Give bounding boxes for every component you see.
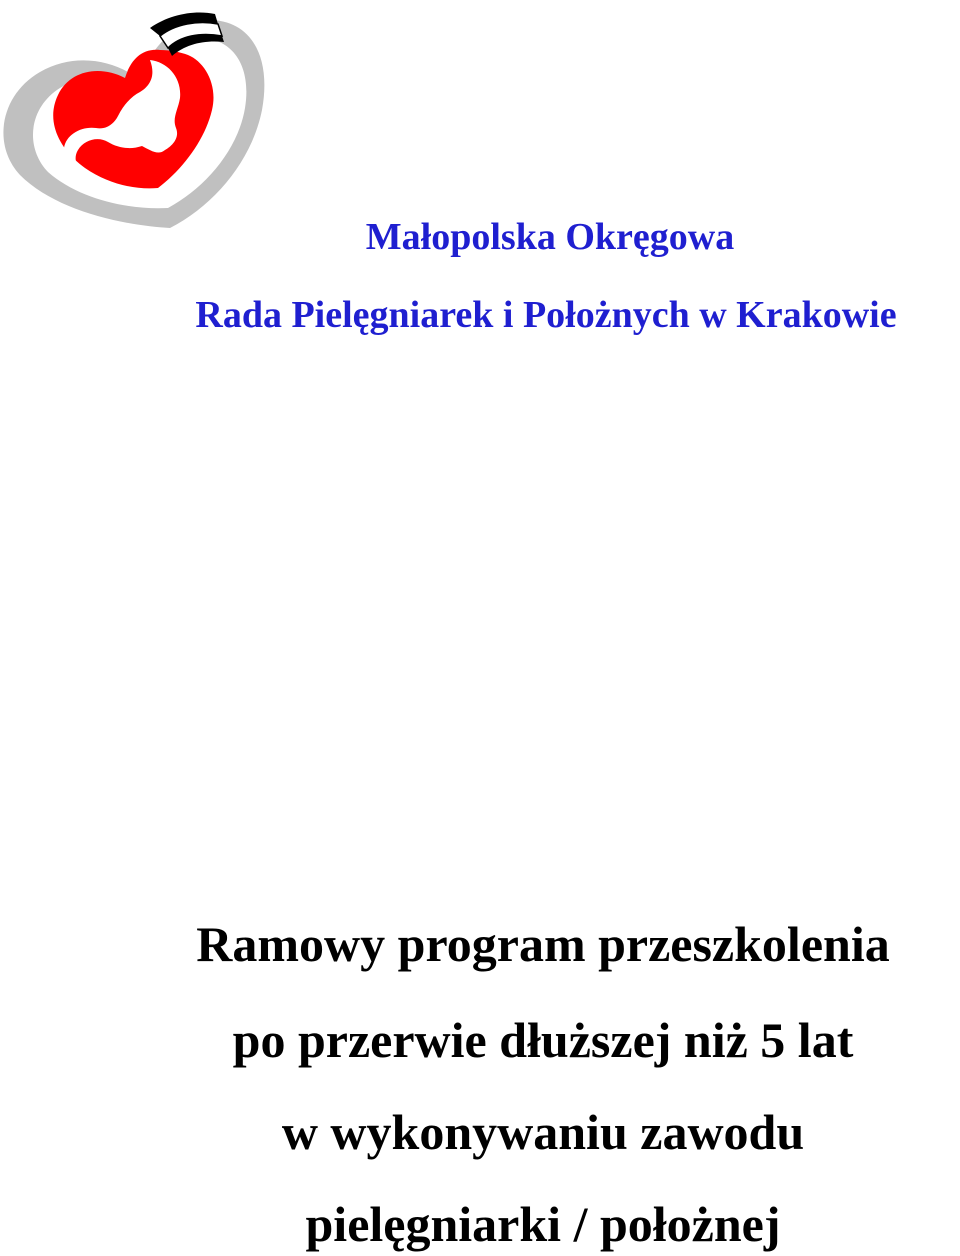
organization-name-line-1: Małopolska Okręgowa bbox=[365, 216, 735, 258]
document-title-line-4: pielęgniarki / położnej bbox=[305, 1196, 781, 1252]
document-title-line-1: Ramowy program przeszkolenia bbox=[196, 916, 890, 972]
heart-logo-icon bbox=[0, 0, 275, 235]
document-title-line-2: po przerwie dłuższej niż 5 lat bbox=[232, 1012, 854, 1068]
organization-name-line-2: Rada Pielęgniarek i Położnych w Krakowie bbox=[195, 294, 897, 336]
document-title-line-3: w wykonywaniu zawodu bbox=[281, 1104, 805, 1160]
